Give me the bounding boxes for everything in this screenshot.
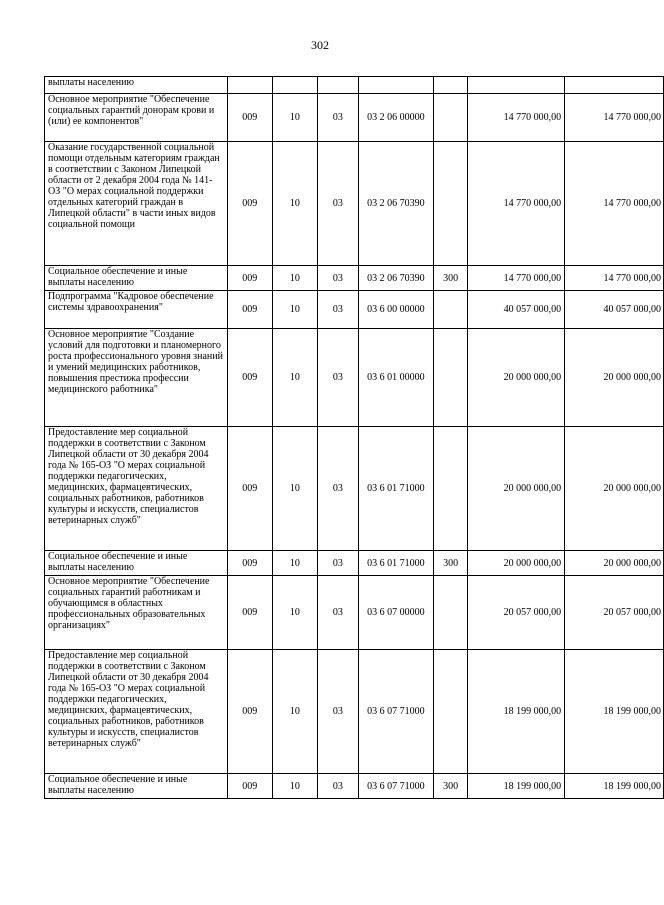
row-section-cell: 10 bbox=[272, 142, 317, 266]
row-target-article-cell: 03 6 00 00000 bbox=[358, 291, 433, 329]
row-target-article-cell: 03 6 07 00000 bbox=[358, 576, 433, 650]
table-row bbox=[45, 576, 664, 650]
row-admin-code-cell: 009 bbox=[227, 291, 272, 329]
table-row bbox=[45, 142, 664, 266]
row-name-cell: Оказание государственной социальной помощи отдельным категориям граждан в соответствии с Законом Липецкой области от 2 декабря 2004 года № 141-ОЗ "О мерах социальной поддержки отдельных категорий граждан в Липецкой области" в части иных видов социальной помощи bbox=[45, 142, 228, 266]
row-amount-2-cell: 18 199 000,00 bbox=[565, 774, 664, 799]
row-subsection-cell: 03 bbox=[317, 142, 358, 266]
row-subsection-cell: 03 bbox=[317, 650, 358, 774]
row-section-cell bbox=[272, 77, 317, 94]
row-amount-1-cell: 18 199 000,00 bbox=[468, 774, 565, 799]
row-subsection-cell: 03 bbox=[317, 266, 358, 291]
table-row bbox=[45, 266, 664, 291]
row-admin-code-cell: 009 bbox=[227, 266, 272, 291]
row-amount-2-cell: 14 770 000,00 bbox=[565, 94, 664, 142]
row-admin-code-cell: 009 bbox=[227, 427, 272, 551]
row-amount-1-cell: 18 199 000,00 bbox=[468, 650, 565, 774]
row-amount-2-cell: 20 000 000,00 bbox=[565, 427, 664, 551]
row-expense-type-cell bbox=[433, 142, 467, 266]
row-subsection-cell: 03 bbox=[317, 291, 358, 329]
row-admin-code-cell: 009 bbox=[227, 576, 272, 650]
row-amount-1-cell: 14 770 000,00 bbox=[468, 94, 565, 142]
row-target-article-cell: 03 6 01 71000 bbox=[358, 551, 433, 576]
row-name-cell: Основное мероприятие "Обеспечение социальных гарантий работникам и обучающимся в областных профессиональных образовательных организациях" bbox=[45, 576, 228, 650]
row-admin-code-cell: 009 bbox=[227, 650, 272, 774]
row-subsection-cell: 03 bbox=[317, 94, 358, 142]
row-expense-type-cell bbox=[433, 77, 467, 94]
row-amount-1-cell: 20 000 000,00 bbox=[468, 427, 565, 551]
row-subsection-cell: 03 bbox=[317, 774, 358, 799]
row-expense-type-cell: 300 bbox=[433, 774, 467, 799]
row-section-cell: 10 bbox=[272, 266, 317, 291]
row-name-cell: Предоставление мер социальной поддержки в соответствии с Законом Липецкой области от 30 декабря 2004 года № 165-ОЗ "О мерах социальной поддержки педагогических, медицинских, фармацевтических, социальных работников, работников культуры и искусств, специалистов ветеринарных служб" bbox=[45, 650, 228, 774]
row-subsection-cell bbox=[317, 77, 358, 94]
page-number: 302 bbox=[311, 38, 329, 52]
row-expense-type-cell bbox=[433, 329, 467, 427]
row-target-article-cell: 03 6 07 71000 bbox=[358, 650, 433, 774]
row-name-cell: выплаты населению bbox=[45, 77, 228, 94]
row-amount-2-cell: 40 057 000,00 bbox=[565, 291, 664, 329]
row-amount-1-cell: 20 000 000,00 bbox=[468, 329, 565, 427]
budget-table bbox=[44, 76, 664, 799]
row-subsection-cell: 03 bbox=[317, 427, 358, 551]
row-target-article-cell: 03 6 07 71000 bbox=[358, 774, 433, 799]
row-expense-type-cell bbox=[433, 291, 467, 329]
row-section-cell: 10 bbox=[272, 291, 317, 329]
row-expense-type-cell bbox=[433, 650, 467, 774]
budget-table-container bbox=[44, 76, 664, 799]
row-target-article-cell: 03 2 06 70390 bbox=[358, 142, 433, 266]
row-section-cell: 10 bbox=[272, 94, 317, 142]
row-amount-1-cell: 40 057 000,00 bbox=[468, 291, 565, 329]
row-expense-type-cell bbox=[433, 427, 467, 551]
row-amount-1-cell bbox=[468, 77, 565, 94]
row-name-cell: Подпрограмма "Кадровое обеспечение системы здравоохранения" bbox=[45, 291, 228, 329]
row-amount-2-cell: 18 199 000,00 bbox=[565, 650, 664, 774]
row-amount-2-cell bbox=[565, 77, 664, 94]
row-name-cell: Социальное обеспечение и иные выплаты населению bbox=[45, 266, 228, 291]
table-row bbox=[45, 329, 664, 427]
row-name-cell: Предоставление мер социальной поддержки в соответствии с Законом Липецкой области от 30 декабря 2004 года № 165-ОЗ "О мерах социальной поддержки педагогических, медицинских, фармацевтических, социальных работников, работников культуры и искусств, специалистов ветеринарных служб" bbox=[45, 427, 228, 551]
row-admin-code-cell: 009 bbox=[227, 329, 272, 427]
row-name-cell: Основное мероприятие "Создание условий для подготовки и планомерного роста профессионального уровня знаний и умений медицинских работников, повышения престижа профессии медицинского работника" bbox=[45, 329, 228, 427]
row-expense-type-cell bbox=[433, 94, 467, 142]
row-section-cell: 10 bbox=[272, 329, 317, 427]
row-amount-2-cell: 14 770 000,00 bbox=[565, 266, 664, 291]
row-subsection-cell: 03 bbox=[317, 329, 358, 427]
row-amount-1-cell: 20 057 000,00 bbox=[468, 576, 565, 650]
table-row bbox=[45, 77, 664, 94]
row-subsection-cell: 03 bbox=[317, 551, 358, 576]
row-section-cell: 10 bbox=[272, 576, 317, 650]
row-section-cell: 10 bbox=[272, 650, 317, 774]
row-name-cell: Основное мероприятие "Обеспечение социальных гарантий донорам крови и (или) ее компонентов" bbox=[45, 94, 228, 142]
row-amount-2-cell: 14 770 000,00 bbox=[565, 142, 664, 266]
row-amount-1-cell: 14 770 000,00 bbox=[468, 142, 565, 266]
table-row bbox=[45, 774, 664, 799]
row-amount-1-cell: 14 770 000,00 bbox=[468, 266, 565, 291]
row-target-article-cell bbox=[358, 77, 433, 94]
row-amount-2-cell: 20 000 000,00 bbox=[565, 551, 664, 576]
row-expense-type-cell bbox=[433, 576, 467, 650]
row-target-article-cell: 03 2 06 70390 bbox=[358, 266, 433, 291]
row-amount-2-cell: 20 057 000,00 bbox=[565, 576, 664, 650]
table-row bbox=[45, 551, 664, 576]
row-amount-2-cell: 20 000 000,00 bbox=[565, 329, 664, 427]
row-expense-type-cell: 300 bbox=[433, 551, 467, 576]
row-admin-code-cell: 009 bbox=[227, 774, 272, 799]
table-row bbox=[45, 427, 664, 551]
row-admin-code-cell: 009 bbox=[227, 551, 272, 576]
row-amount-1-cell: 20 000 000,00 bbox=[468, 551, 565, 576]
row-section-cell: 10 bbox=[272, 774, 317, 799]
row-name-cell: Социальное обеспечение и иные выплаты населению bbox=[45, 774, 228, 799]
row-subsection-cell: 03 bbox=[317, 576, 358, 650]
row-name-cell: Социальное обеспечение и иные выплаты населению bbox=[45, 551, 228, 576]
budget-table-body bbox=[45, 77, 664, 799]
row-admin-code-cell bbox=[227, 77, 272, 94]
row-admin-code-cell: 009 bbox=[227, 142, 272, 266]
row-target-article-cell: 03 2 06 00000 bbox=[358, 94, 433, 142]
row-target-article-cell: 03 6 01 00000 bbox=[358, 329, 433, 427]
row-section-cell: 10 bbox=[272, 427, 317, 551]
row-section-cell: 10 bbox=[272, 551, 317, 576]
table-row bbox=[45, 94, 664, 142]
row-admin-code-cell: 009 bbox=[227, 94, 272, 142]
row-target-article-cell: 03 6 01 71000 bbox=[358, 427, 433, 551]
table-row bbox=[45, 650, 664, 774]
table-row bbox=[45, 291, 664, 329]
row-expense-type-cell: 300 bbox=[433, 266, 467, 291]
